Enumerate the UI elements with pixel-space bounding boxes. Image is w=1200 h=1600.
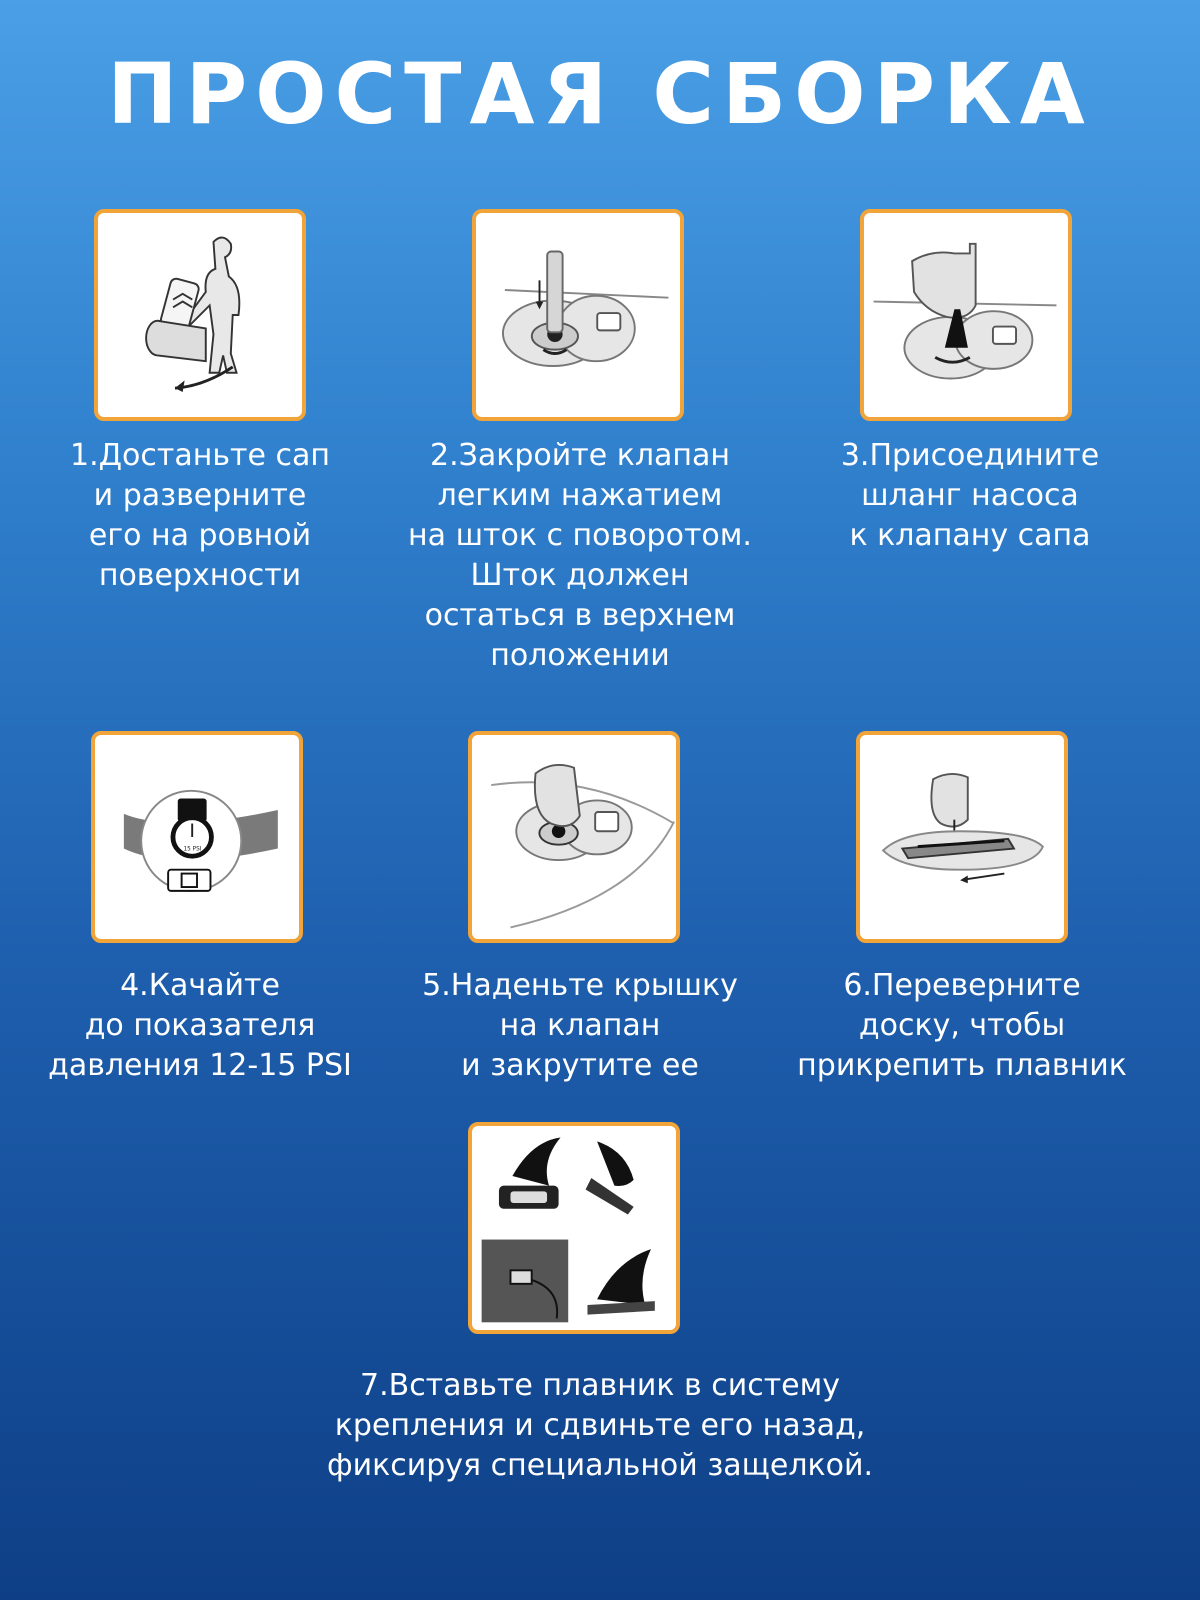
page-title: ПРОСТАЯ СБОРКА	[107, 45, 1093, 143]
step-3-image	[860, 209, 1072, 421]
valve-press-icon	[476, 213, 680, 417]
step-3-caption: 3.Присоедините шланг насоса к клапану сапа	[840, 438, 1100, 553]
step-1-image	[94, 209, 306, 421]
hose-connect-icon	[864, 213, 1068, 417]
step-5-image	[468, 731, 680, 943]
step-6-image	[856, 731, 1068, 943]
step-4-caption: 4.Качайте до показателя давления 12-15 PSI	[48, 968, 352, 1083]
valve-cap-icon	[472, 735, 676, 939]
step-2-caption: 2.Закройте клапан легким нажатием на шток с поворотом. Шток должен остаться в верхнем положении	[408, 438, 752, 673]
step-5-caption: 5.Наденьте крышку на клапан и закрутите ее	[422, 968, 738, 1083]
step-6-caption: 6.Переверните доску, чтобы прикрепить плавник	[797, 968, 1127, 1083]
pressure-gauge-icon	[95, 735, 299, 939]
person-rolling-board-icon	[98, 213, 302, 417]
step-7-caption: 7.Вставьте плавник в систему крепления и сдвиньте его назад, фиксируя специальной защелкой.	[326, 1368, 874, 1483]
step-1-caption: 1.Достаньте сап и разверните его на ровной поверхности	[69, 438, 331, 593]
step-7-image	[468, 1122, 680, 1334]
fin-slot-icon	[860, 735, 1064, 939]
fin-install-icon	[472, 1126, 676, 1330]
svg-text:15 PSI: 15 PSI	[183, 846, 202, 853]
step-4-image	[91, 731, 303, 943]
step-2-image	[472, 209, 684, 421]
